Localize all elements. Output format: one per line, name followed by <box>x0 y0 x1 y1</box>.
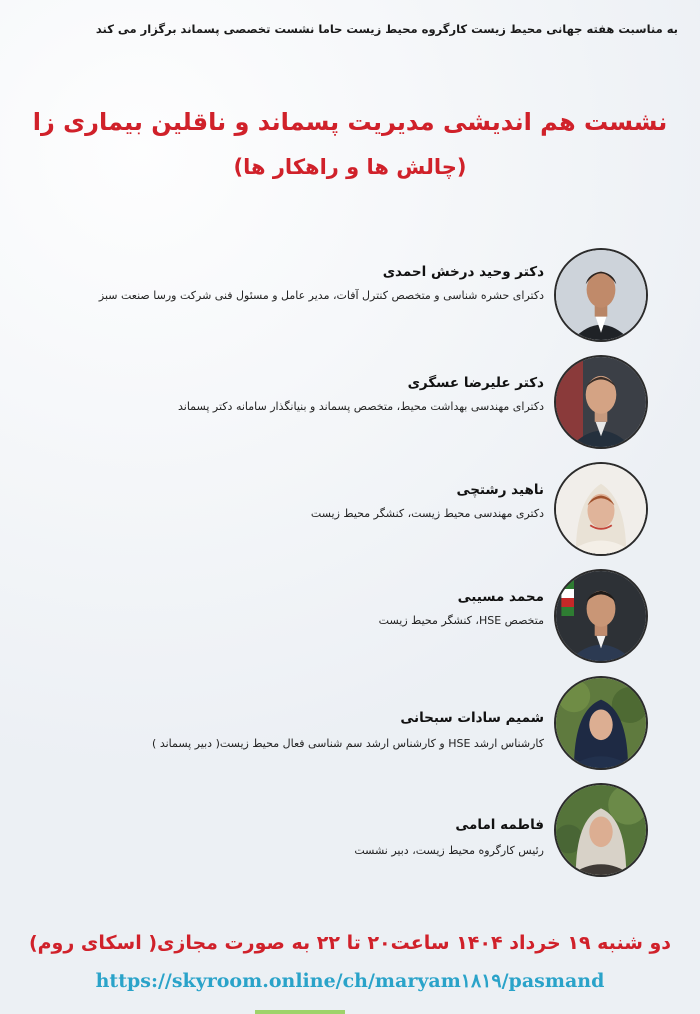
speaker-name: محمد مسیبی <box>457 589 544 605</box>
bottom-accent-bar <box>255 1010 345 1014</box>
speaker-card <box>38 248 648 344</box>
speaker-description: کارشناس ارشد HSE و کارشناس ارشد سم شناسی فعال محیط زیست( دبیر پسماند ) <box>152 737 544 750</box>
speaker-photo <box>554 676 648 770</box>
speaker-name: دکتر وحید درخش احمدی <box>382 264 544 280</box>
speaker-card <box>38 783 648 879</box>
speaker-name: فاطمه امامی <box>455 817 544 833</box>
speaker-card <box>38 676 648 772</box>
speaker-description: رئیس کارگروه محیط زیست، دبیر نشست <box>354 844 544 857</box>
speaker-card <box>38 355 648 451</box>
speaker-photo <box>554 569 648 663</box>
speaker-card <box>38 569 648 665</box>
speaker-photo <box>554 462 648 556</box>
speaker-name: شمیم سادات سبحانی <box>400 710 544 726</box>
speaker-name: دکتر علیرضا عسگری <box>407 375 544 391</box>
skyroom-link[interactable]: https://skyroom.online/ch/maryam۱۸۱۹/pasmand <box>95 970 605 992</box>
event-title: نشست هم اندیشی مدیریت پسماند و ناقلین بیماری زا <box>32 108 668 136</box>
intro-text: به مناسبت هفته جهانی محیط زیست کارگروه محیط زیست حاما نشست تخصصی پسماند برگزار می کند <box>95 22 678 36</box>
speaker-photo <box>554 248 648 342</box>
speaker-name: ناهید رشتچی <box>456 482 544 498</box>
speaker-photo <box>554 783 648 877</box>
event-subtitle: (چالش ها و راهکار ها) <box>233 155 467 179</box>
speaker-card <box>38 462 648 558</box>
speaker-description: دکترای حشره شناسی و متخصص کنترل آفات، مدیر عامل و مسئول فنی شرکت ورسا صنعت سبز <box>98 289 544 302</box>
speaker-description: دکترای مهندسی بهداشت محیط، متخصص پسماند و بنیانگذار سامانه دکتر پسماند <box>178 400 544 413</box>
event-datetime: دو شنبه ۱۹ خرداد ۱۴۰۴ ساعت۲۰ تا ۲۲ به صورت مجازی( اسکای روم) <box>28 932 672 954</box>
speaker-description: متخصص HSE، کنشگر محیط زیست <box>378 614 544 627</box>
speaker-description: دکتری مهندسی محیط زیست، کنشگر محیط زیست <box>310 507 544 520</box>
speaker-photo <box>554 355 648 449</box>
